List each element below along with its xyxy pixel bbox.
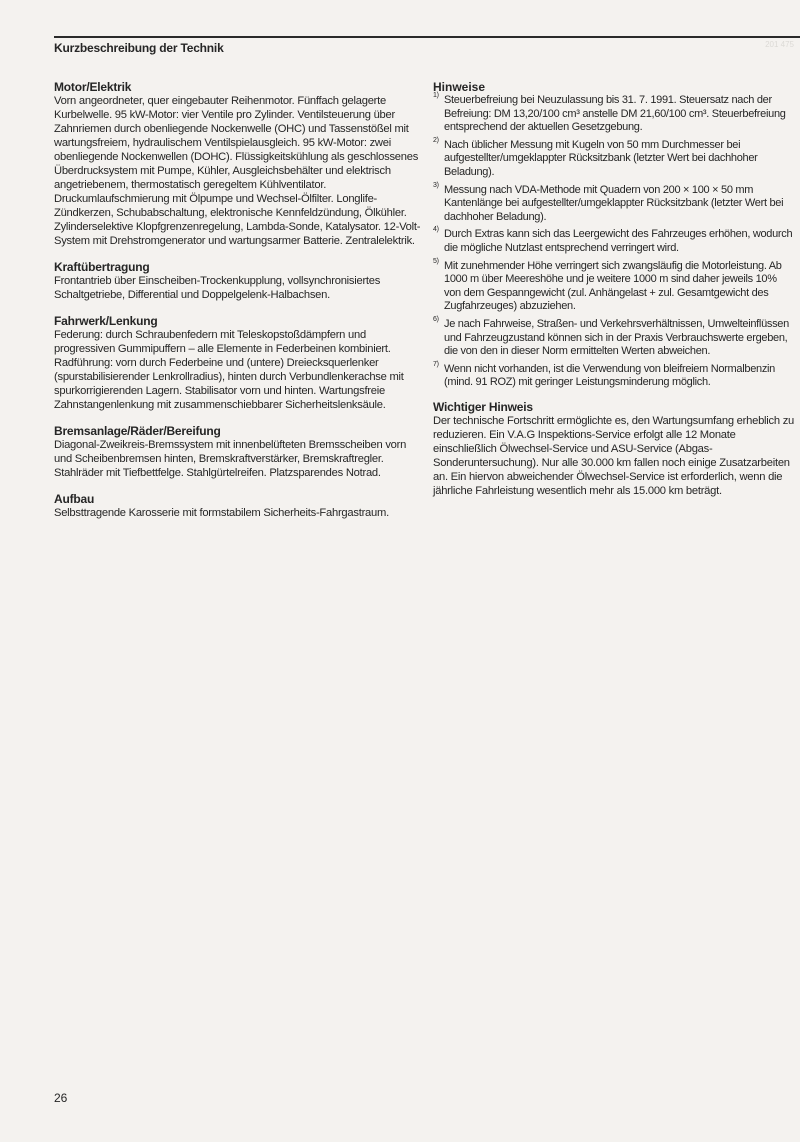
corner-mark: 201 475 (765, 40, 794, 49)
section-heading: Kraftübertragung (54, 260, 150, 274)
footnote-marker: 2) (433, 136, 439, 144)
section-kraftuebertragung (54, 260, 424, 302)
page-header (54, 36, 800, 55)
section-text: Federung: durch Schraubenfedern mit Teleskopstoßdämpfern und progressiven Gummipuffern – alle Elemente in Federbeinen kombiniert. Radführung: vorn durch Federbeine und (untere) Dreiecksquerlenker (spurstabilisierender Lenkrollradius), hinten durch Verbundlenkerachse mit spurkorrigierenden Lagern. Stabilisator vorn und hinten. Wartungsfreie Zahnstangenlenkung mit zusammenschiebbarer Sicherheitslenksäule. (54, 329, 404, 411)
footnote-marker: 3) (433, 181, 439, 189)
footnote-item (433, 181, 795, 225)
footnote-text: Steuerbefreiung bei Neuzulassung bis 31. 7. 1991. Steuersatz nach der Befreiung: DM 13,20/100 cm³ anstelle DM 21,60/100 cm³. Steuerbefreiung entsprechend der aktuellen Gesetzgebung. (444, 94, 786, 134)
section-motor-elektrik (54, 80, 424, 248)
section-text: Vorn angeordneter, quer eingebauter Reihenmotor. Fünffach gelagerte Kurbelwelle. 95 kW-Motor: vier Ventile pro Zylinder. Ventilsteuerung über Zahnriemen durch obenliegende Nockenwelle (OHC) und Tassenstößel mit wartungsfreiem, hydraulischem Ventilspielausgleich. 95 kW-Motor: zwei obenliegende Nockenwellen (DOHC). Flüssigkeitskühlung als geschlossenes Überdrucksystem mit Pumpe, Kühler, Ausgleichsbehälter und elektrisch angetriebenem, thermostatisch geregeltem Kühlventilator. Druckumlaufschmierung mit Ölpumpe und Wechsel-Ölfilter. Longlife-Zündkerzen, Schubabschaltung, elektronische Kennfeldzündung, Ölkühler. Zylinderselektive Klopfgrenzenregelung, Lambda-Sonde, Katalysator. 12-Volt-System mit Drehstromgenerator und wartungsarmer Batterie. Zentralelektrik. (54, 95, 421, 247)
footnote-item (433, 360, 795, 390)
footnote-text: Durch Extras kann sich das Leergewicht des Fahrzeuges erhöhen, wodurch die mögliche Nutzlast entsprechend verringert wird. (444, 228, 793, 254)
section-hinweise (433, 80, 795, 390)
section-heading: Wichtiger Hinweis (433, 399, 533, 414)
left-column (54, 80, 424, 532)
footnote-marker: 7) (433, 360, 439, 368)
footnote-item (433, 94, 795, 135)
section-bremsanlage (54, 424, 424, 480)
right-column (433, 80, 795, 510)
section-wichtiger-hinweis (433, 400, 795, 498)
section-text: Der technische Fortschritt ermöglichte es, den Wartungsumfang erheblich zu reduzieren. Ein V.A.G Inspektions-Service erfolgt alle 12 Monate einschließlich Ölwechsel-Service und ASU-Service (Abgas-Sonderuntersuchung). Nur alle 30.000 km fallen noch einige Zusatzarbeiten an. Ein hiervon abweichender Ölwechsel-Service ist erforderlich, wenn die jährliche Fahrleistung wesentlich mehr als 15.000 km beträgt. (433, 414, 795, 497)
footnote-text: Je nach Fahrweise, Straßen- und Verkehrsverhältnissen, Umwelteinflüssen und Fahrzeugzustand können sich in der Praxis Verbrauchswerte ergeben, die von den in dieser Norm ermittelten Werten abweichen. (444, 317, 789, 358)
footnote-item (433, 315, 795, 359)
section-text: Diagonal-Zweikreis-Bremssystem mit innenbelüfteten Bremsscheiben vorn und Scheibenbremsen hinten, Bremskraftverstärker, Bremskraftregler. Stahlräder mit Tiefbettfelge. Stahlgürtelreifen. Platzsparendes Notrad. (54, 439, 407, 479)
section-heading: Aufbau (54, 492, 95, 506)
section-heading: Fahrwerk/Lenkung (54, 314, 158, 328)
page-number: 26 (54, 1091, 68, 1105)
footnote-text: Messung nach VDA-Methode mit Quadern von 200 × 100 × 50 mm Kantenlänge bei aufgestellter/umgeklappter Rücksitzbank (letzter Wert bei dachhoher Beladung). (444, 183, 784, 223)
footnote-marker: 6) (433, 315, 439, 323)
section-aufbau (54, 492, 424, 520)
footnote-item (433, 136, 795, 180)
page-title: Kurzbeschreibung der Technik (54, 41, 224, 55)
footnote-text: Wenn nicht vorhanden, ist die Verwendung von bleifreiem Normalbenzin (mind. 91 ROZ) mit geringer Leistungsminderung möglich. (444, 362, 775, 389)
footnote-item (433, 257, 795, 314)
section-text: Selbsttragende Karosserie mit formstabilem Sicherheits-Fahrgastraum. (54, 507, 389, 519)
section-heading: Motor/Elektrik (54, 80, 132, 94)
footnote-list (433, 94, 795, 390)
section-heading: Bremsanlage/Räder/Bereifung (54, 424, 221, 438)
section-text: Frontantrieb über Einscheiben-Trockenkupplung, vollsynchronisiertes Schaltgetriebe, Differential und Doppelgelenk-Halbachsen. (54, 275, 381, 301)
footnote-marker: 4) (433, 226, 439, 234)
footnote-marker: 5) (433, 257, 439, 265)
footnote-text: Mit zunehmender Höhe verringert sich zwangsläufig die Motorleistung. Ab 1000 m über Meereshöhe und je weitere 1000 m sind daher jeweils 10% von dem Gespanngewicht (zul. Anhängelast + zul. Gesamtgewicht des Zugfahrzeuges) abzuziehen. (444, 259, 782, 313)
section-fahrwerk-lenkung (54, 314, 424, 412)
footnote-text: Nach üblicher Messung mit Kugeln von 50 mm Durchmesser bei aufgestellter/umgeklappter Rücksitzbank (letzter Wert bei dachhoher Beladung). (444, 138, 758, 178)
footnote-marker: 1) (433, 92, 439, 99)
footnote-item (433, 228, 795, 255)
section-heading: Hinweise (433, 80, 486, 94)
